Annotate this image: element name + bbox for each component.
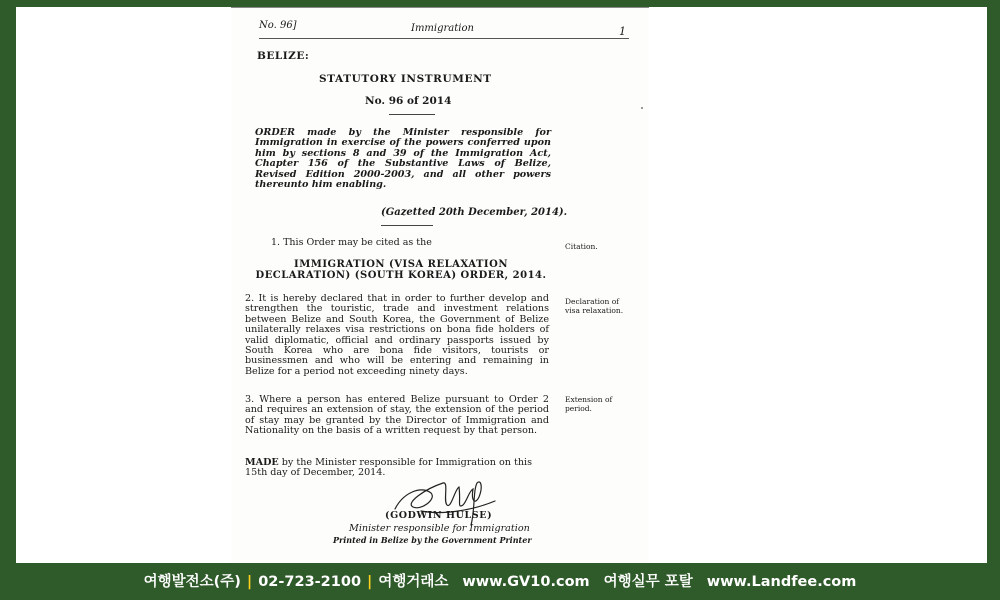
- scan-speck: [641, 107, 643, 109]
- order-title-line-2: DECLARATION) (SOUTH KOREA) ORDER, 2014.: [255, 270, 547, 281]
- footer-url-landfee[interactable]: www.Landfee.com: [706, 574, 857, 590]
- footer-banner: [0, 568, 1000, 596]
- title-divider: [389, 114, 435, 115]
- gazetted-date: (Gazetted 20th December, 2014).: [381, 207, 568, 218]
- header-rule: [259, 38, 629, 39]
- header-page-number: 1: [619, 25, 626, 38]
- order-short-title: [251, 259, 551, 281]
- footer-company: 여행발전소(주): [143, 574, 241, 590]
- signer-title: Minister responsible for Immigration: [349, 523, 530, 534]
- footer-phone: 02-723-2100: [258, 574, 362, 590]
- footer-separator-2: |: [367, 574, 373, 590]
- paragraph-1: 1. This Order may be cited as the: [271, 237, 432, 248]
- header-instrument-ref: No. 96]: [259, 20, 297, 31]
- footer-separator-1: |: [246, 574, 253, 590]
- paragraph-3: 3. Where a person has entered Belize pursuant to Order 2 and requires an extension of stay, the extension of the period of stay may be granted by the Director of Immigration and Nationality on the basis of a written request by that person.: [245, 394, 549, 437]
- margin-note-citation: Citation.: [565, 242, 598, 251]
- signer-name: (GODWIN HULSE): [385, 510, 493, 521]
- country-heading: BELIZE:: [257, 50, 310, 62]
- instrument-title: STATUTORY INSTRUMENT: [319, 73, 492, 85]
- paragraph-2: 2. It is hereby declared that in order to further develop and strengthen the touristic, trade and investment relations between Belize and South Korea, the Government of Belize unilaterally relaxes visa restrictions on bona fide holders of valid diplomatic, official and ordinary passports issued by South Korea who are bona fide visitors, tourists or businessmen and who will be entering and remaining in Belize for a period not exceeding ninety days.: [245, 293, 549, 377]
- footer-url-gv10[interactable]: www.GV10.com: [462, 574, 590, 590]
- printer-note: Printed in Belize by the Government Printer: [333, 535, 532, 545]
- made-text: by the Minister responsible for Immigration on this 15th day of December, 2014.: [245, 457, 532, 479]
- margin-note-declaration: Declaration of visa relaxation.: [565, 297, 624, 315]
- statutory-instrument-page: [231, 7, 649, 563]
- footer-label-exchange: 여행거래소: [378, 574, 449, 590]
- footer-label-portal: 여행실무 포탈: [603, 574, 693, 590]
- preamble-divider: [381, 225, 433, 226]
- order-preamble: ORDER made by the Minister responsible for Immigration in exercise of the powers conferred upon him by sections 8 and 39 of the Immigration Act, Chapter 156 of the Substantive Laws of Belize, Revised Edition 2000-2003, and all other powers thereunto him enabling.: [255, 127, 551, 191]
- made-label: MADE: [245, 457, 279, 468]
- margin-note-extension: Extension of period.: [565, 395, 613, 413]
- page-top-edge: [231, 7, 649, 8]
- header-subject: Immigration: [411, 23, 474, 34]
- order-title-line-1: IMMIGRATION (VISA RELAXATION: [294, 259, 508, 270]
- instrument-number: No. 96 of 2014: [365, 95, 452, 107]
